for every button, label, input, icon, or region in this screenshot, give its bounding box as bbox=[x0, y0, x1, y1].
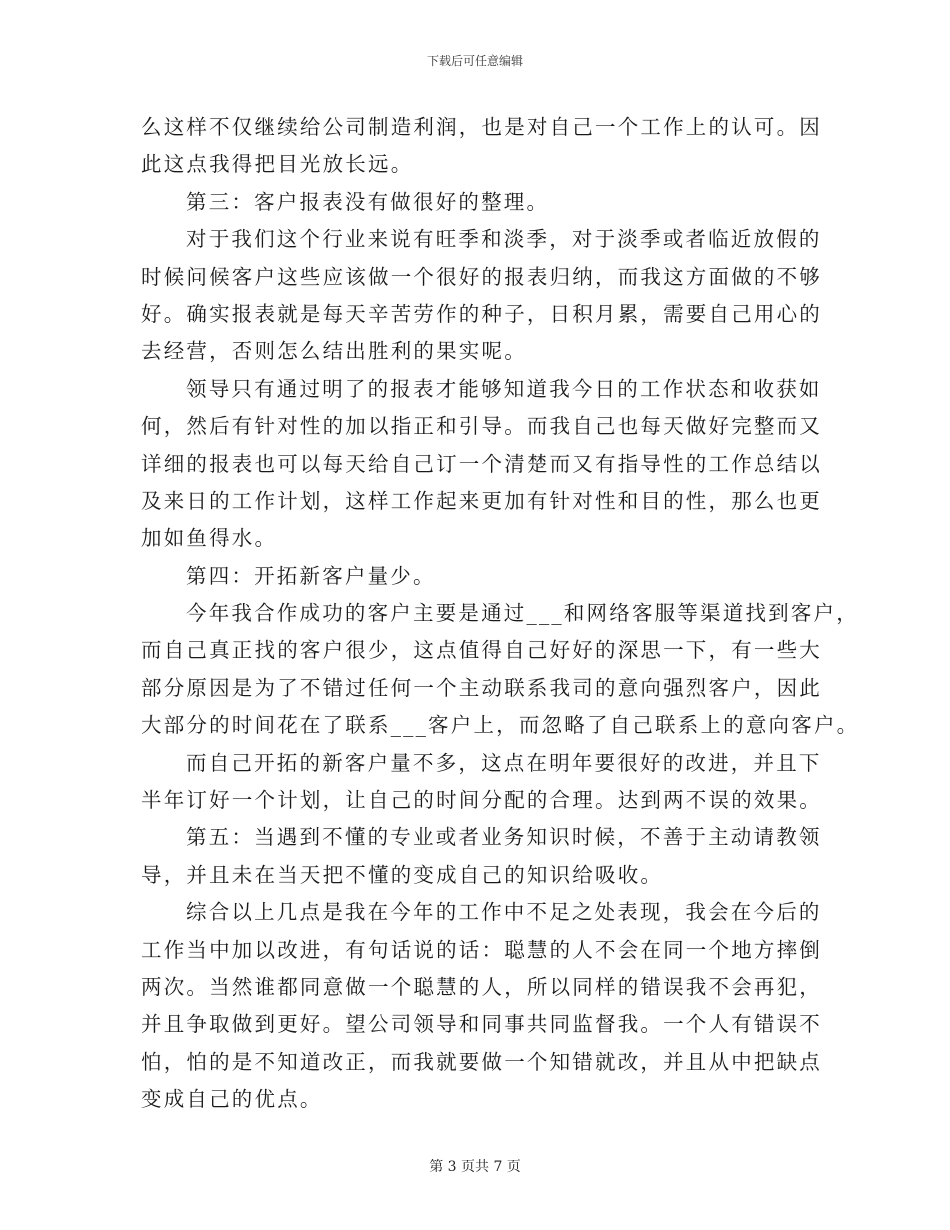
text-line: 对于我们这个行业来说有旺季和淡季，对于淡季或者临近放假的 bbox=[186, 227, 822, 252]
text-line: 综合以上几点是我在今年的工作中不足之处表现，我会在今后的 bbox=[186, 900, 822, 925]
text-line: 此这点我得把目光放长远。 bbox=[141, 152, 414, 177]
text-line: 今年我合作成功的客户主要是通过___和网络客服等渠道找到客户， bbox=[186, 601, 859, 626]
text-line: 详细的报表也可以每天给自己订一个清楚而又有指导性的工作总结以 bbox=[141, 451, 822, 476]
text-line: 加如鱼得水。 bbox=[141, 526, 278, 551]
text-line: 怕，怕的是不知道改正，而我就要做一个知错就改，并且从中把缺点 bbox=[141, 1049, 822, 1074]
text-line: 及来日的工作计划，这样工作起来更加有针对性和目的性，那么也更 bbox=[141, 488, 822, 513]
text-line: 么这样不仅继续给公司制造利润，也是对自己一个工作上的认可。因 bbox=[141, 115, 822, 139]
text-line: 何，然后有针对性的加以指正和引导。而我自己也每天做好完整而又 bbox=[141, 414, 822, 439]
text-line: 导，并且未在当天把不懂的变成自己的知识给吸收。 bbox=[141, 862, 664, 887]
section-heading: 第三：客户报表没有做很好的整理。 bbox=[186, 189, 550, 214]
text-line: 半年订好一个计划，让自己的时间分配的合理。达到两不误的效果。 bbox=[141, 788, 822, 813]
section-heading: 第五：当遇到不懂的专业或者业务知识时候，不善于主动请教领 bbox=[186, 825, 822, 850]
text-line: 并且争取做到更好。望公司领导和同事共同监督我。一个人有错误不 bbox=[141, 1012, 822, 1037]
text-line: 好。确实报表就是每天辛苦劳作的种子，日积月累，需要自己用心的 bbox=[141, 301, 822, 326]
text-line: 领导只有通过明了的报表才能够知道我今日的工作状态和收获如 bbox=[186, 376, 822, 401]
section-heading: 第四：开拓新客户量少。 bbox=[186, 563, 436, 588]
text-line: 时候问候客户这些应该做一个很好的报表归纳，而我这方面做的不够 bbox=[141, 264, 822, 289]
text-line: 部分原因是为了不错过任何一个主动联系我司的意向强烈客户，因此 bbox=[141, 675, 822, 700]
text-line: 去经营，否则怎么结出胜利的果实呢。 bbox=[141, 339, 527, 364]
text-line: 工作当中加以改进，有句话说的话：聪慧的人不会在同一个地方摔倒 bbox=[141, 937, 822, 962]
document-body bbox=[141, 109, 860, 1119]
text-line: 而自己开拓的新客户量不多，这点在明年要很好的改进，并且下 bbox=[186, 750, 822, 775]
page-header: 下载后可任意编辑 bbox=[426, 54, 523, 68]
text-line: 而自己真正找的客户很少，这点值得自己好好的深思一下，有一些大 bbox=[141, 638, 822, 663]
text-line: 变成自己的优点。 bbox=[141, 1087, 323, 1112]
text-line: 大部分的时间花在了联系___客户上，而忽略了自己联系上的意向客户。 bbox=[141, 713, 860, 738]
text-line: 两次。当然谁都同意做一个聪慧的人，所以同样的错误我不会再犯， bbox=[141, 974, 822, 999]
page-footer: 第 3 页共 7 页 bbox=[429, 1159, 521, 1175]
